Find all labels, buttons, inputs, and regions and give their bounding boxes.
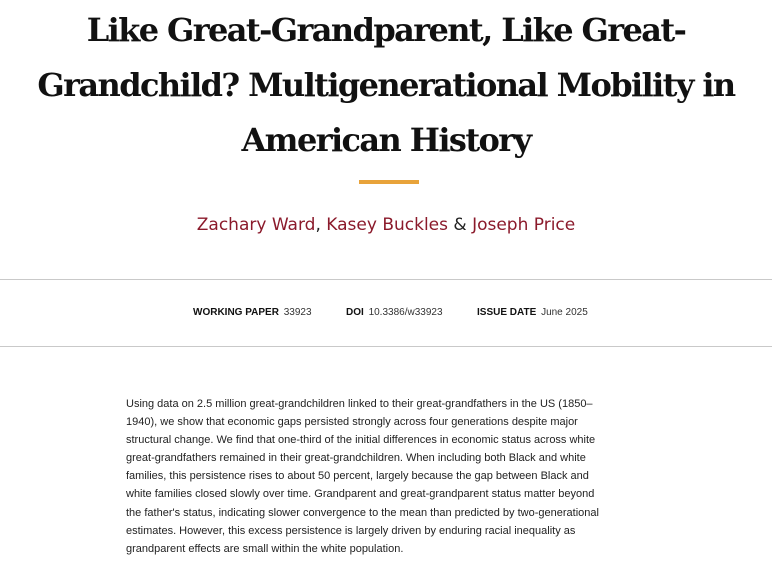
abstract-line: Using data on 2.5 million great-grandchildren linked to their great-grandfathers in the US (1850–: [126, 398, 593, 410]
abstract-line: estimates. However, this excess persistence is largely driven by enduring racial inequality as: [126, 524, 576, 537]
working-paper-label: WORKING PAPER: [193, 307, 279, 318]
abstract-line: families, this persistence rises to about 50 percent, largely because the gap between Black and: [126, 470, 589, 483]
paper-title: [0, 3, 772, 168]
doi-meta: [346, 306, 443, 320]
meta-divider-bottom: [0, 346, 772, 347]
abstract-paragraph: [126, 395, 651, 558]
meta-divider-top: [0, 279, 772, 280]
title-line: American History: [241, 121, 531, 159]
title-line: Like Great-Grandparent, Like Great-: [86, 11, 686, 49]
author-link-joseph-price[interactable]: Joseph Price: [472, 215, 576, 235]
author-link-zachary-ward[interactable]: Zachary Ward: [196, 215, 316, 235]
issue-date-meta: [477, 306, 588, 320]
author-list: [0, 213, 772, 237]
abstract-line: the father's status, indicating slower convergence to the mean than predicted by two-generational: [126, 506, 599, 519]
title-accent-rule: [359, 180, 419, 184]
abstract-line: structural change. We find that one-third of the initial differences in economic status across white: [126, 434, 596, 447]
doi-label: DOI: [346, 307, 364, 318]
working-paper-number: 33923: [283, 307, 312, 318]
issue-date-label: ISSUE DATE: [477, 307, 537, 318]
abstract-line: white families closed slowly over time. Grandparent and great-grandparent status matter beyond: [126, 488, 595, 501]
author-separator-ampersand: &: [453, 215, 467, 235]
abstract-line: 1940), we show that economic gaps persisted strongly across four generations despite major: [126, 416, 578, 429]
issue-date-value: June 2025: [541, 307, 588, 318]
author-separator-comma: ,: [315, 215, 321, 235]
working-paper-meta: [193, 306, 312, 320]
author-link-kasey-buckles[interactable]: Kasey Buckles: [326, 215, 448, 235]
abstract-line: grandparent effects are small within the white population.: [126, 542, 404, 555]
doi-value[interactable]: 10.3386/w33923: [368, 307, 443, 318]
title-line: Grandchild? Multigenerational Mobility in: [37, 66, 735, 104]
abstract-line: great-grandfathers remained in their great-grandchildren. When including both Black and white: [126, 452, 586, 465]
